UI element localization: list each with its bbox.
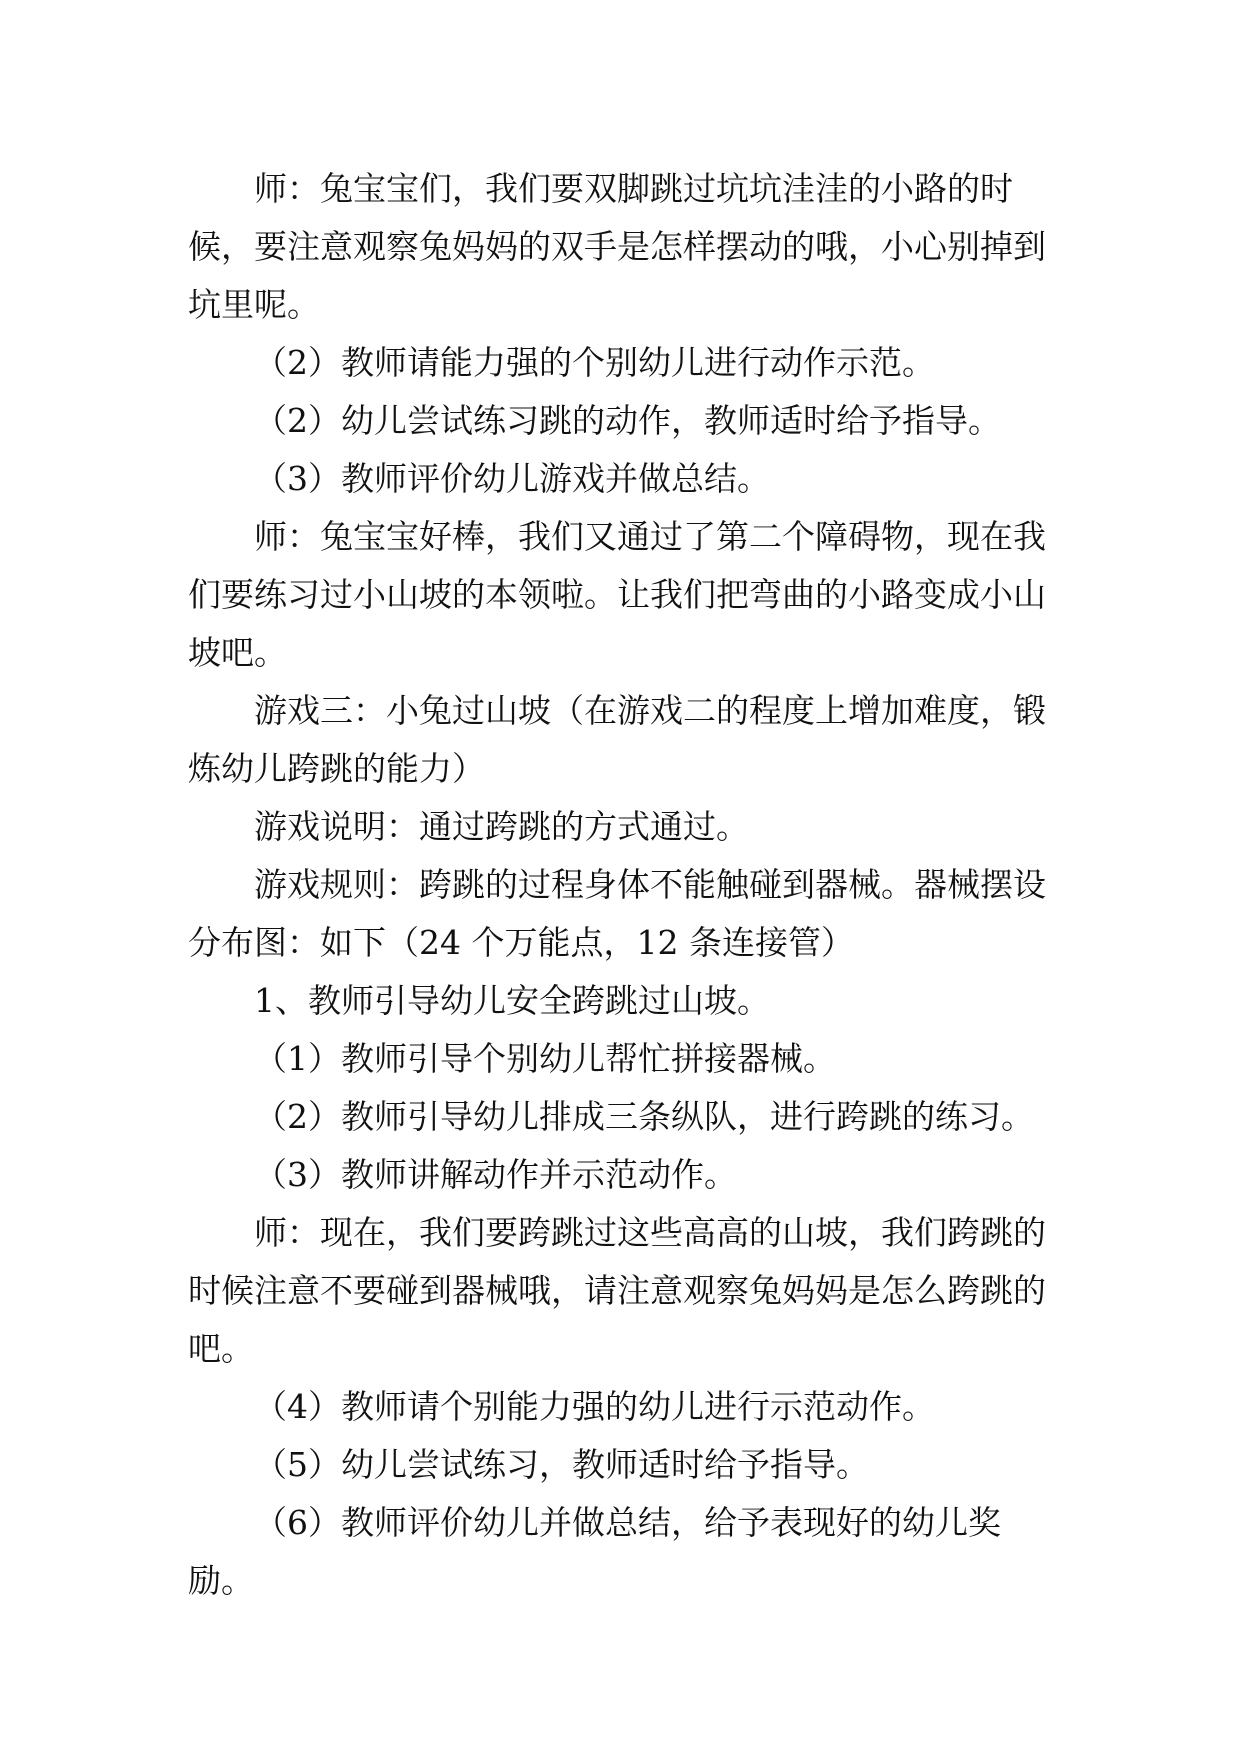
paragraph-step-5-practice: （5）幼儿尝试练习，教师适时给予指导。 xyxy=(254,1445,869,1484)
paragraph-teacher-speech-1: 师：兔宝宝们，我们要双脚跳过坑坑洼洼的小路的时候，要注意观察兔妈妈的双手是怎样摆动的哦，小心别掉到坑里呢。 xyxy=(188,169,1046,324)
paragraph-game-rules: 游戏规则：跨跳的过程身体不能触碰到器械。器械摆设分布图：如下（24 个万能点，12 条连接管） xyxy=(188,865,1046,962)
paragraph-step-3-evaluate: （3）教师评价幼儿游戏并做总结。 xyxy=(254,459,770,498)
paragraph-step-4-demo: （4）教师请个别能力强的幼儿进行示范动作。 xyxy=(254,1387,935,1426)
paragraph-game-description: 游戏说明：通过跨跳的方式通过。 xyxy=(254,807,749,846)
document-body xyxy=(188,160,1058,1610)
paragraph-game-three-title: 游戏三：小兔过山坡（在游戏二的程度上增加难度，锻炼幼儿跨跳的能力） xyxy=(188,691,1046,788)
paragraph-step-6-reward: （6）教师评价幼儿并做总结，给予表现好的幼儿奖励。 xyxy=(188,1503,1001,1600)
paragraph-section-1: 1、教师引导幼儿安全跨跳过山坡。 xyxy=(254,981,770,1020)
paragraph-step-3-explain: （3）教师讲解动作并示范动作。 xyxy=(254,1155,737,1194)
paragraph-step-2-demo: （2）教师请能力强的个别幼儿进行动作示范。 xyxy=(254,343,935,382)
paragraph-teacher-speech-2: 师：兔宝宝好棒，我们又通过了第二个障碍物，现在我们要练习过小山坡的本领啦。让我们把弯曲的小路变成小山坡吧。 xyxy=(188,517,1046,672)
paragraph-step-1-assemble: （1）教师引导个别幼儿帮忙拼接器械。 xyxy=(254,1039,836,1078)
paragraph-teacher-speech-3: 师：现在，我们要跨跳过这些高高的山坡，我们跨跳的时候注意不要碰到器械哦，请注意观察兔妈妈是怎么跨跳的吧。 xyxy=(188,1213,1046,1368)
paragraph-step-2-lines: （2）教师引导幼儿排成三条纵队，进行跨跳的练习。 xyxy=(254,1097,1034,1136)
paragraph-step-2-practice: （2）幼儿尝试练习跳的动作，教师适时给予指导。 xyxy=(254,401,1001,440)
